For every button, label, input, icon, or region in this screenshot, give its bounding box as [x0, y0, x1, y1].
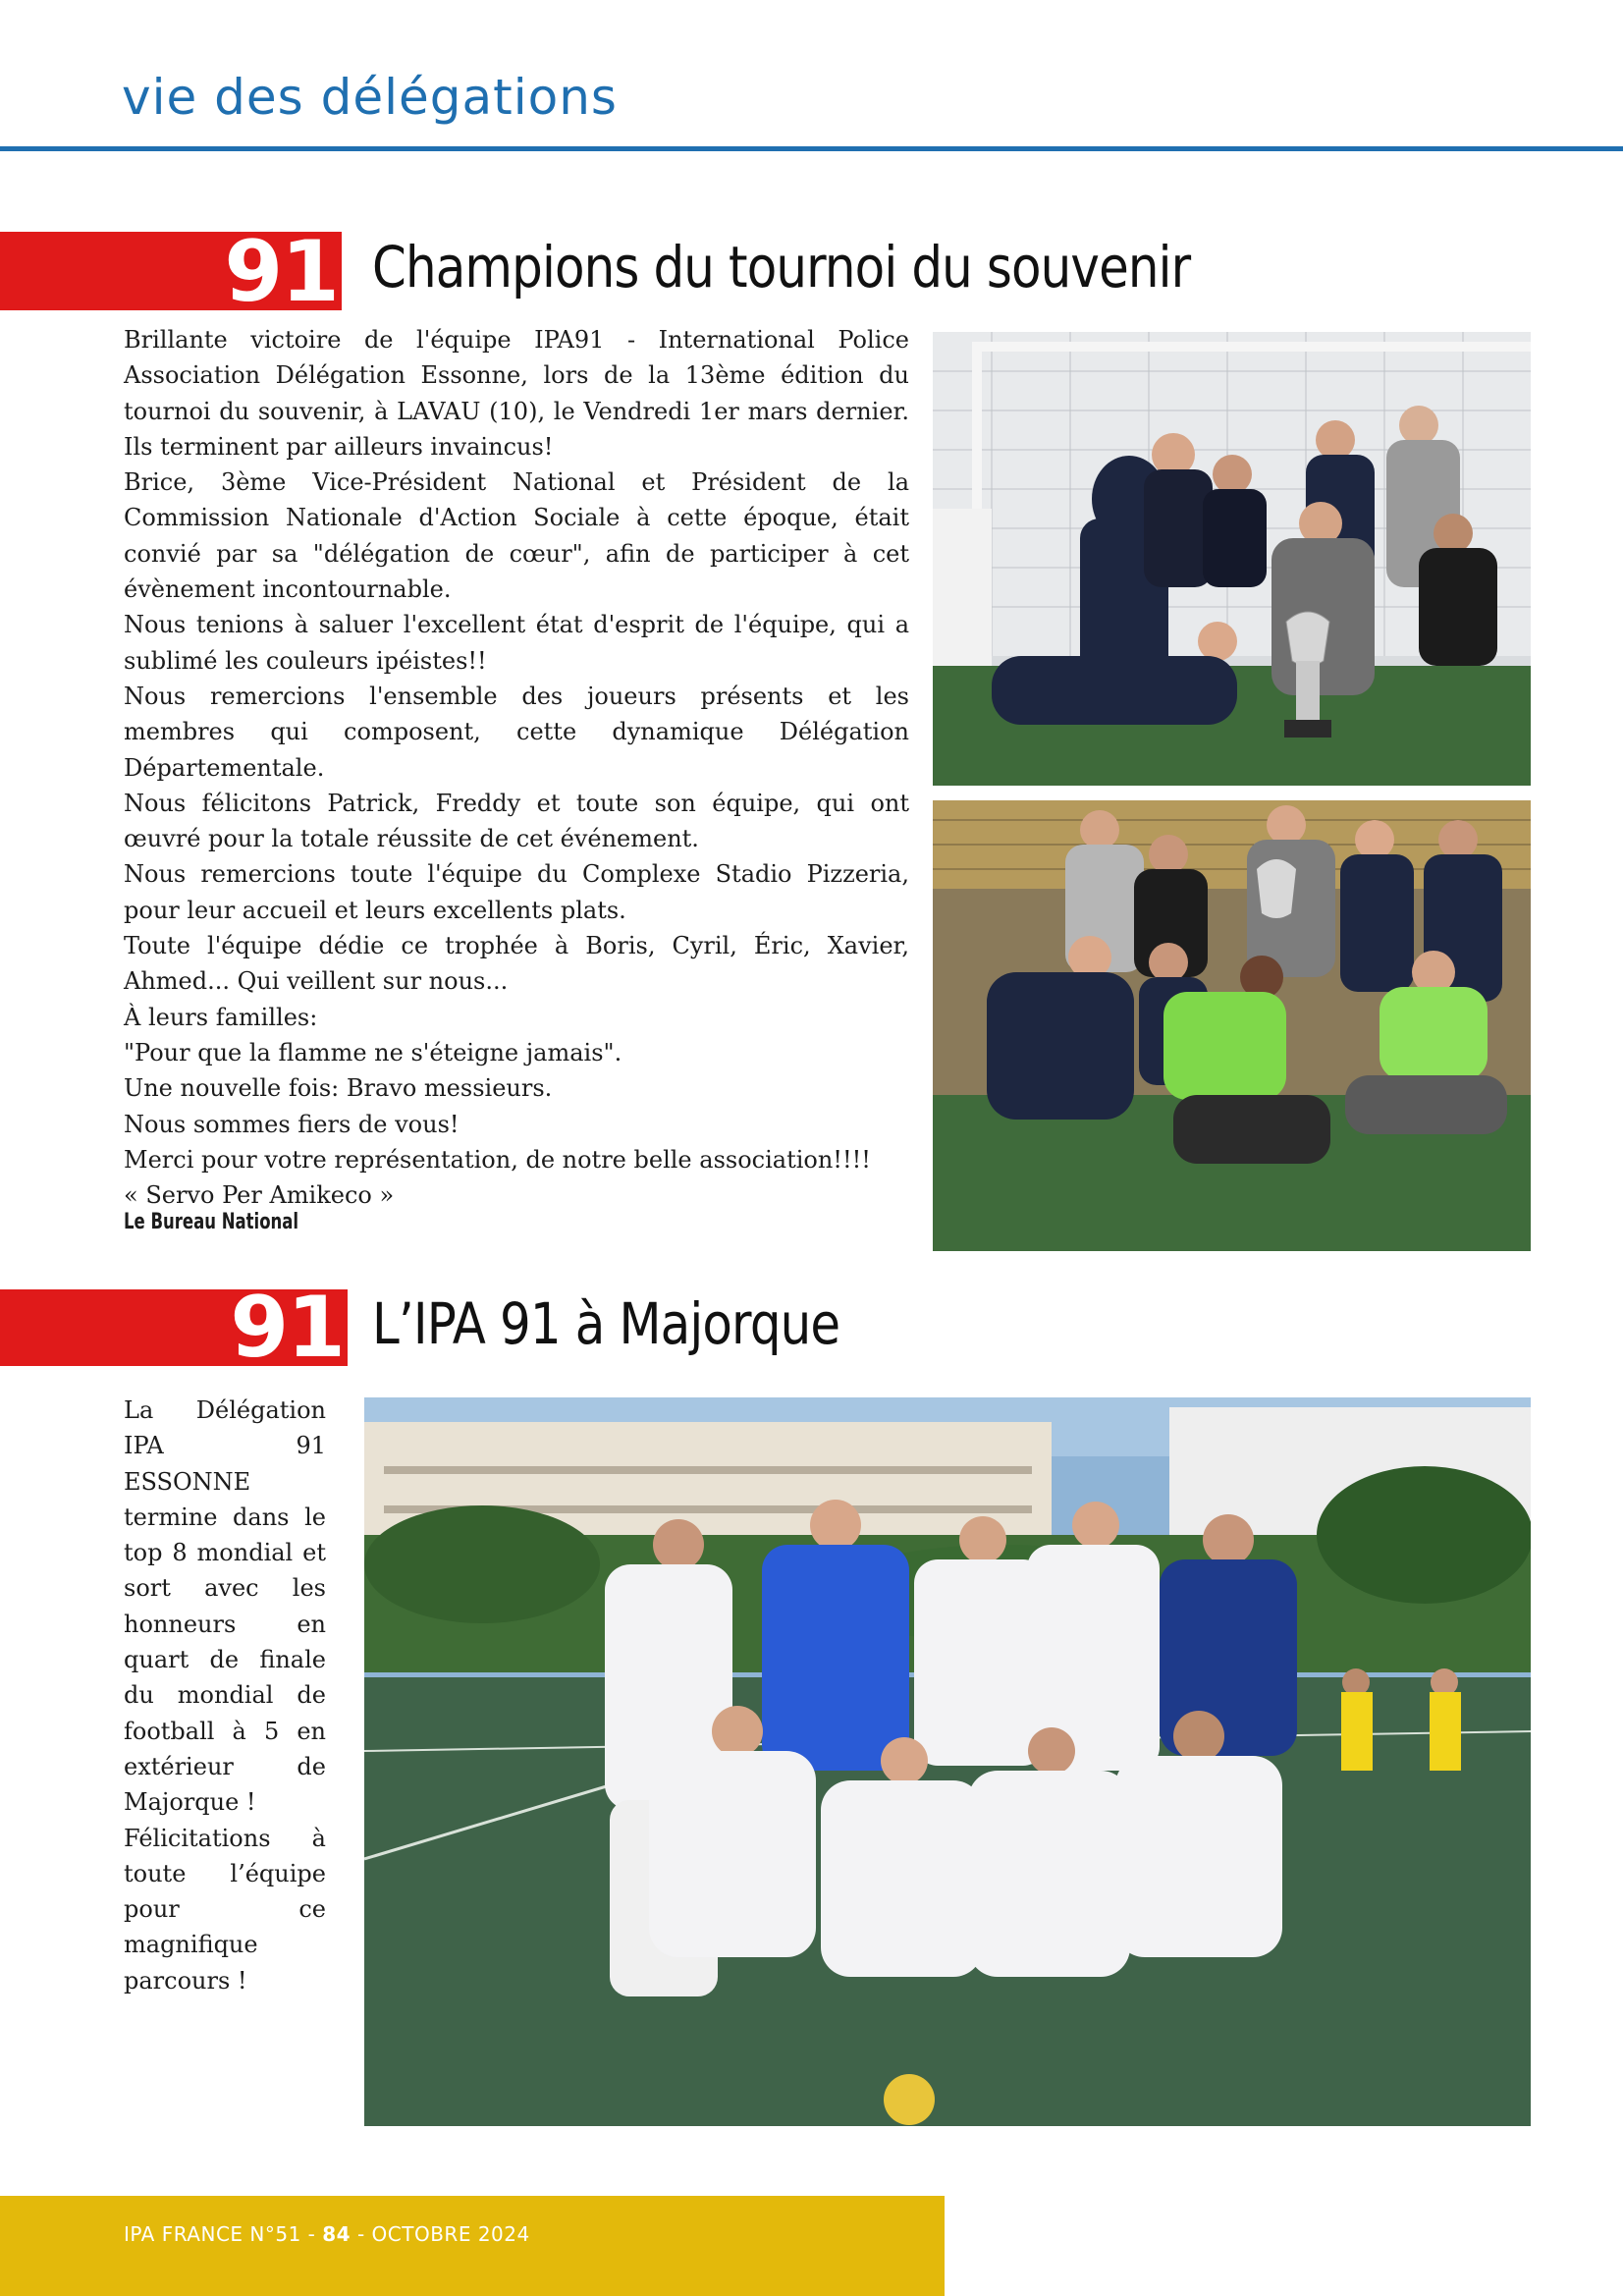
- paragraph: Nous sommes fiers de vous!: [124, 1110, 460, 1138]
- paragraph: Brillante victoire de l'équipe IPA91 - International Police Association Délégation Essonne, lors de la 13ème édition du tournoi du souvenir, à LAVAU (10), le Vendredi 1er mars dernier. Ils terminent par ailleurs invaincus!: [124, 326, 909, 461]
- separator: -: [300, 2222, 323, 2246]
- magazine-name: IPA FRANCE N°51: [124, 2222, 301, 2246]
- paragraph: Nous remercions l'ensemble des joueurs présents et les membres qui composent, cette dynamique Délégation Départementale.: [124, 682, 909, 782]
- paragraph: La Délégation IPA 91 ESSONNE termine dans le top 8 mondial et sort avec les honneurs en quart de finale du mondial de football à 5 en extérieur de Majorque !: [124, 1396, 326, 1817]
- article-body: [124, 1393, 326, 1998]
- team-photo-trophy: [933, 800, 1531, 1251]
- article-number: 91: [224, 223, 338, 321]
- article-title: L’IPA 91 à Majorque: [372, 1290, 840, 1357]
- paragraph: Nous félicitons Patrick, Freddy et toute son équipe, qui ont œuvré pour la totale réussite de cet événement.: [124, 789, 909, 853]
- paragraph: "Pour que la flamme ne s'éteigne jamais".: [124, 1038, 622, 1066]
- team-photo-goal: [933, 332, 1531, 786]
- paragraph: À leurs familles:: [124, 1003, 318, 1031]
- paragraph: Félicitations à toute l’équipe pour ce magnifique parcours !: [124, 1824, 326, 1995]
- red-number-bar: [0, 1279, 348, 1377]
- section-header: vie des délégations: [122, 69, 618, 126]
- red-number-bar: [0, 223, 342, 321]
- page-number: 84: [322, 2222, 352, 2246]
- footer-bar: [0, 2196, 945, 2296]
- footer-info: [124, 2222, 530, 2246]
- issue-date: OCTOBRE 2024: [371, 2222, 530, 2246]
- article-number: 91: [230, 1279, 344, 1377]
- paragraph: Brice, 3ème Vice-Président National et Président de la Commission Nationale d'Action Sociale à cette époque, était convié par sa "délégation de cœur", afin de participer à cet évènement incontournable.: [124, 468, 909, 604]
- team-photo-majorca: [364, 1397, 1531, 2126]
- paragraph: Merci pour votre représentation, de notre belle association!!!!: [124, 1145, 871, 1174]
- signature: Le Bureau National: [124, 1210, 299, 1234]
- header-rule: [0, 146, 1623, 151]
- separator: -: [351, 2222, 372, 2246]
- paragraph: « Servo Per Amikeco »: [124, 1181, 395, 1210]
- paragraph: Une nouvelle fois: Bravo messieurs.: [124, 1074, 553, 1103]
- paragraph: Nous remercions toute l'équipe du Complexe Stadio Pizzeria, pour leur accueil et leurs excellents plats.: [124, 860, 909, 924]
- article-title: Champions du tournoi du souvenir: [372, 234, 1191, 301]
- paragraph: Nous tenions à saluer l'excellent état d'esprit de l'équipe, qui a sublimé les couleurs ipéistes!!: [124, 611, 909, 675]
- paragraph: Toute l'équipe dédie ce trophée à Boris, Cyril, Éric, Xavier, Ahmed... Qui veillent sur nous...: [124, 932, 909, 996]
- article-body: [124, 322, 909, 1213]
